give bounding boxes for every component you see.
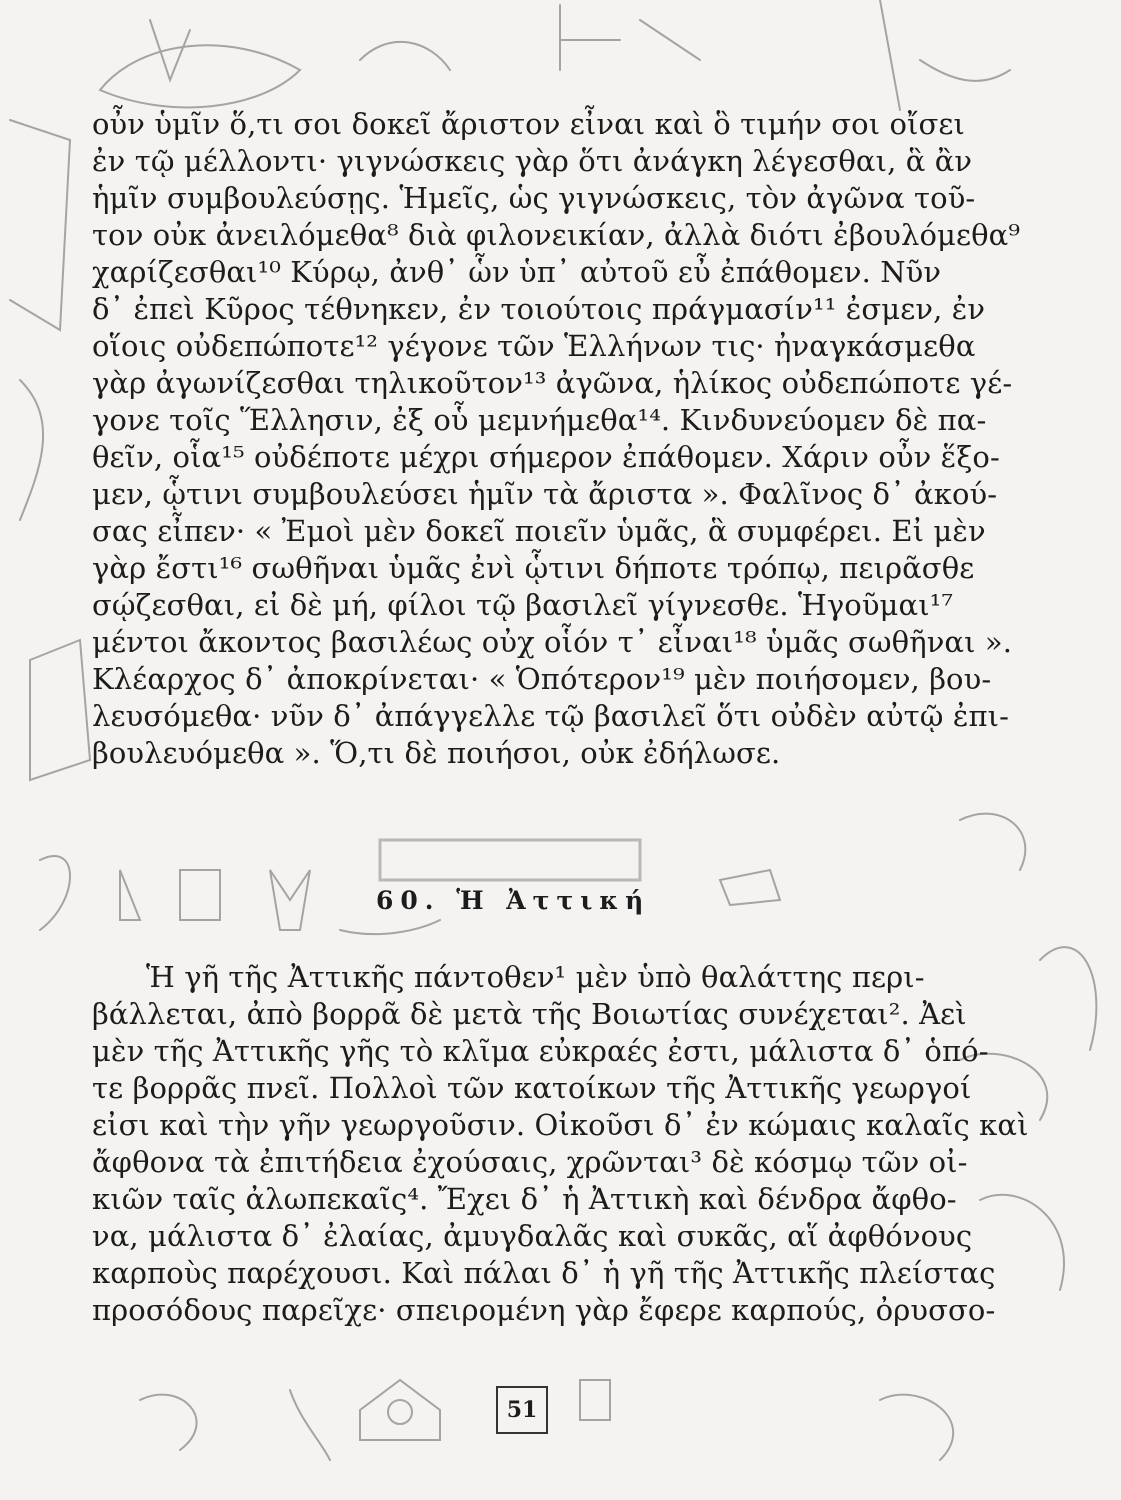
text-line: ἐν τῷ μέλλοντι· γιγνώσκεις γὰρ ὅτι ἀνάγκη λέγεσθαι, ἃ ἂν	[92, 144, 973, 178]
text-line: δ᾽ ἐπεὶ Κῦρος τέθνηκεν, ἐν τοιούτοις πράγμασίν¹¹ ἐσμεν, ἐν	[92, 292, 986, 326]
text-line: οὖν ὑμῖν ὅ,τι σοι δοκεῖ ἄριστον εἶναι καὶ ὃ τιμήν σοι οἴσει	[92, 107, 966, 141]
text-line: θεῖν, οἷα¹⁵ οὐδέποτε μέχρι σήμερον ἐπάθομεν. Χάριν οὖν ἕξο-	[92, 440, 1000, 474]
text-line: μέντοι ἄκοντος βασιλέως οὐχ οἷόν τ᾽ εἶναι¹⁸ ὑμᾶς σωθῆναι ».	[92, 625, 1013, 659]
text-line: εἰσι καὶ τὴν γῆν γεωργοῦσιν. Οἰκοῦσι δ᾽ ἐν κώμαις καλαῖς καὶ	[92, 1108, 1029, 1142]
page-number: 51	[496, 1386, 548, 1434]
text-line: γὰρ ἀγωνίζεσθαι τηλικοῦτον¹³ ἀγῶνα, ἡλίκος οὐδεπώποτε γέ-	[92, 366, 1013, 400]
text-line: ἡμῖν συμβουλεύσῃς. Ἡμεῖς, ὡς γιγνώσκεις, τὸν ἀγῶνα τοῦ-	[92, 181, 976, 215]
text-line: ἄφθονα τὰ ἐπιτήδεια ἐχούσαις, χρῶνται³ δὲ κόσμῳ τῶν οἰ-	[92, 1145, 968, 1179]
text-line: γονε τοῖς Ἕλλησιν, ἐξ οὗ μεμνήμεθα¹⁴. Κινδυνεύομεν δὲ πα-	[92, 403, 987, 437]
text-line: Ἡ γῆ τῆς Ἀττικῆς πάντοθεν¹ μὲν ὑπὸ θαλάττης περι-	[146, 960, 925, 994]
text-line: τε βορρᾶς πνεῖ. Πολλοὶ τῶν κατοίκων τῆς Ἀττικῆς γεωργοί	[92, 1071, 972, 1105]
text-line: βάλλεται, ἀπὸ βορρᾶ δὲ μετὰ τῆς Βοιωτίας συνέχεται². Ἀεὶ	[92, 997, 967, 1031]
text-line: καρποὺς παρέχουσι. Καὶ πάλαι δ᾽ ἡ γῆ τῆς Ἀττικῆς πλείστας	[92, 1256, 996, 1290]
text-line: οἵοις οὐδεπώποτε¹² γέγονε τῶν Ἑλλήνων τις· ἠναγκάσμεθα	[92, 329, 976, 363]
text-line: προσόδους παρεῖχε· σπειρομένη γὰρ ἔφερε καρπούς, ὀρυσσο-	[92, 1293, 996, 1327]
text-line: μεν, ᾧτινι συμβουλεύσει ἡμῖν τὰ ἄριστα ». Φαλῖνος δ᾽ ἀκού-	[92, 477, 998, 511]
text-line: να, μάλιστα δ᾽ ἐλαίας, ἀμυγδαλᾶς καὶ συκᾶς, αἵ ἀφθόνους	[92, 1219, 973, 1253]
text-line: σῴζεσθαι, εἰ δὲ μή, φίλοι τῷ βασιλεῖ γίγνεσθε. Ἡγοῦμαι¹⁷	[92, 588, 954, 622]
text-line: λευσόμεθα· νῦν δ᾽ ἀπάγγελλε τῷ βασιλεῖ ὅτι οὐδὲν αὐτῷ ἐπι-	[92, 699, 1010, 733]
text-line: μὲν τῆς Ἀττικῆς γῆς τὸ κλῖμα εὐκραές ἐστι, μάλιστα δ᾽ ὁπό-	[92, 1034, 989, 1068]
text-line: χαρίζεσθαι¹⁰ Κύρῳ, ἀνθ᾽ ὧν ὑπ᾽ αὐτοῦ εὖ ἐπάθομεν. Νῦν	[92, 255, 942, 289]
text-line: γὰρ ἔστι¹⁶ σωθῆναι ὑμᾶς ἐνὶ ᾧτινι δήποτε τρόπῳ, πειρᾶσθε	[92, 551, 975, 585]
text-line: Κλέαρχος δ᾽ ἀποκρίνεται· « Ὁπότερον¹⁹ μὲν ποιήσομεν, βου-	[92, 662, 992, 696]
text-line: κιῶν ταῖς ἀλωπεκαῖς⁴. Ἔχει δ᾽ ἡ Ἀττικὴ καὶ δένδρα ἄφθο-	[92, 1182, 957, 1216]
text-line: βουλευόμεθα ». Ὅ,τι δὲ ποιήσοι, οὐκ ἐδήλωσε.	[92, 736, 781, 770]
text-line: τον οὐκ ἀνειλόμεθα⁸ διὰ φιλονεικίαν, ἀλλὰ διότι ἐβουλόμεθα⁹	[92, 218, 1021, 252]
text-line: σας εἶπεν· « Ἐμοὶ μὲν δοκεῖ ποιεῖν ὑμᾶς, ἃ συμφέρει. Εἰ μὲν	[92, 514, 986, 548]
section-heading: 60. Ἡ Ἀττική	[376, 886, 651, 915]
